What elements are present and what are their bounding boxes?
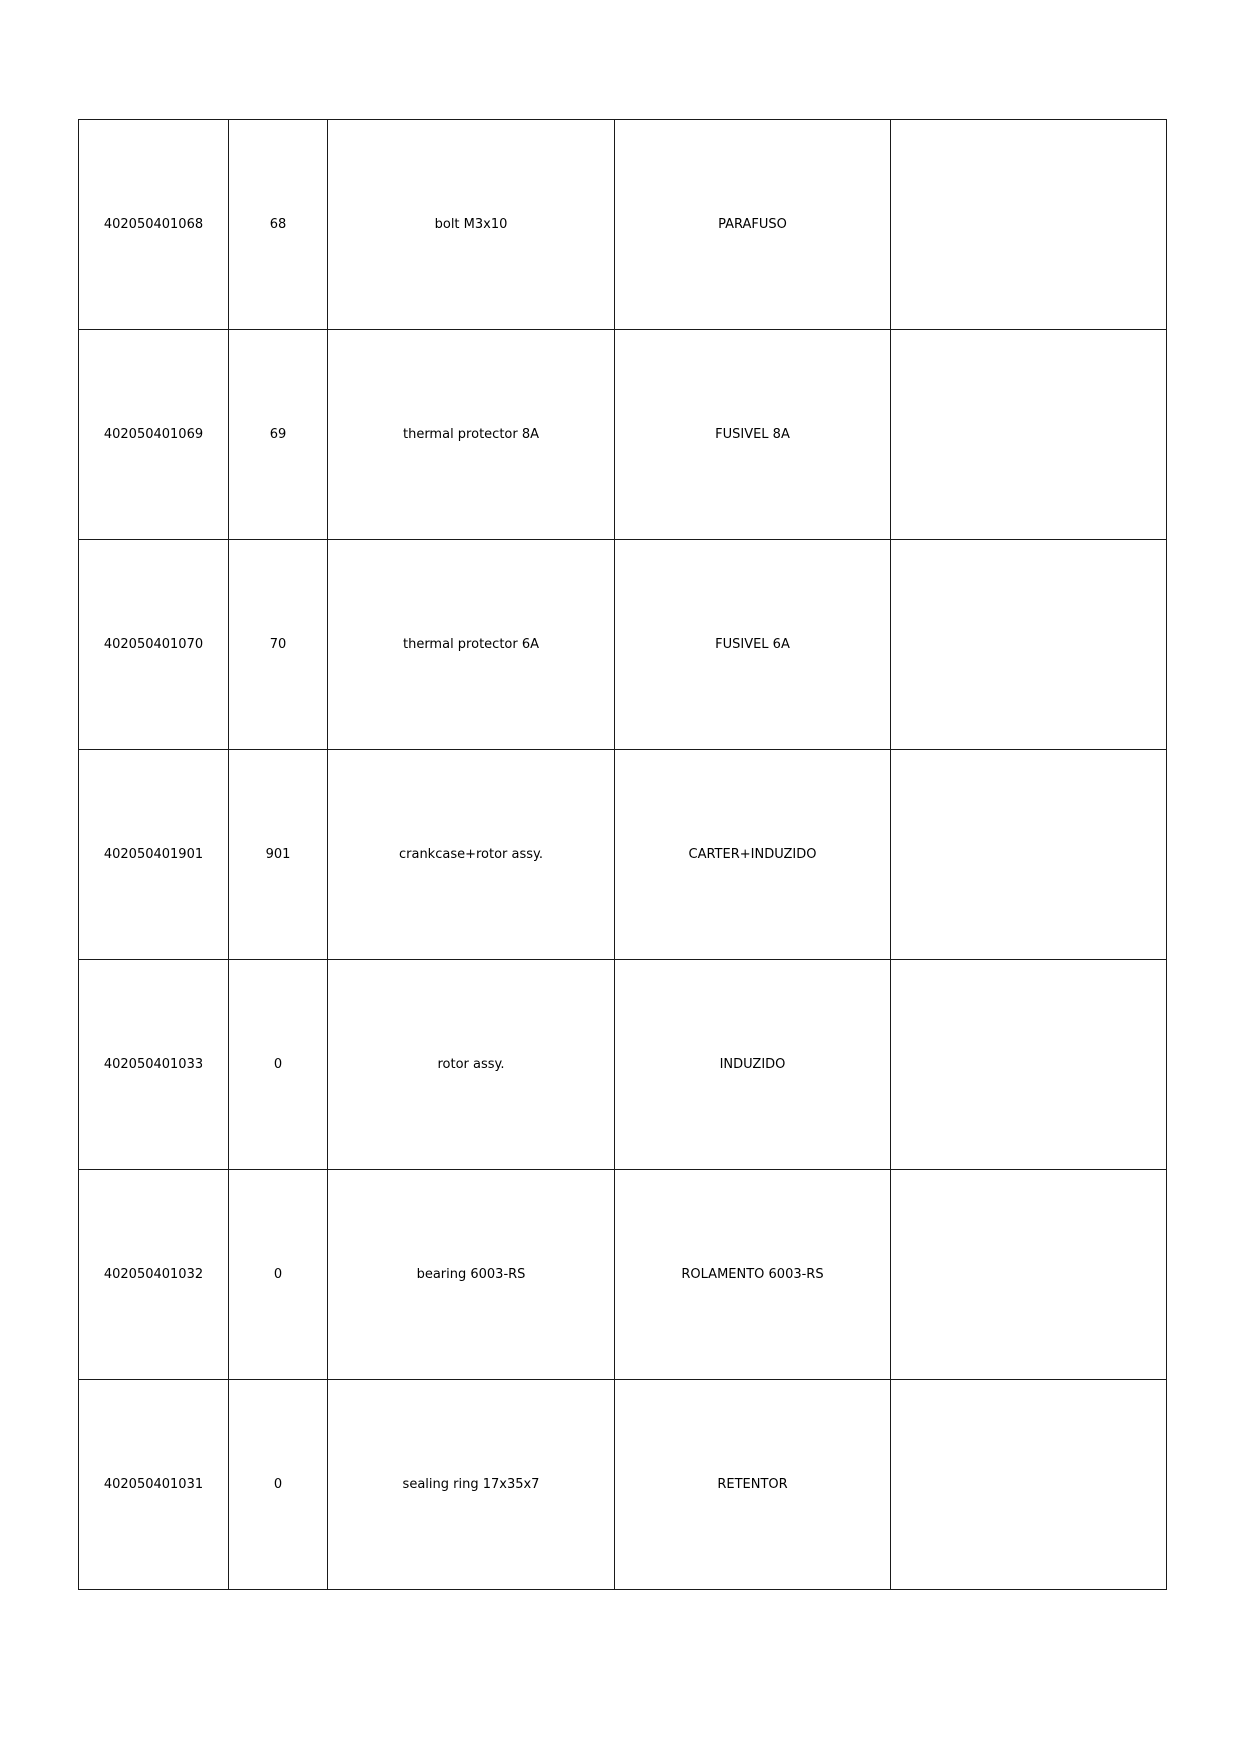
table-row <box>79 120 1167 330</box>
table-row <box>79 540 1167 750</box>
description-pt-cell: CARTER+INDUZIDO <box>615 750 891 960</box>
position-cell: 70 <box>229 540 328 750</box>
description-pt-cell: PARAFUSO <box>615 120 891 330</box>
description-pt-cell: FUSIVEL 6A <box>615 540 891 750</box>
table-row <box>79 1380 1167 1590</box>
position-cell: 0 <box>229 1170 328 1380</box>
description-pt-cell: INDUZIDO <box>615 960 891 1170</box>
description-en-cell: bolt M3x10 <box>328 120 615 330</box>
position-cell: 0 <box>229 1380 328 1590</box>
description-en-cell: crankcase+rotor assy. <box>328 750 615 960</box>
part-code-cell: 402050401031 <box>79 1380 229 1590</box>
position-cell: 0 <box>229 960 328 1170</box>
description-pt-cell: ROLAMENTO 6003-RS <box>615 1170 891 1380</box>
part-code-cell: 402050401068 <box>79 120 229 330</box>
part-code-cell: 402050401069 <box>79 330 229 540</box>
table-row <box>79 330 1167 540</box>
description-en-cell: thermal protector 8A <box>328 330 615 540</box>
notes-cell <box>891 1170 1167 1380</box>
parts-table <box>78 119 1167 1590</box>
description-en-cell: bearing 6003-RS <box>328 1170 615 1380</box>
table-row <box>79 960 1167 1170</box>
part-code-cell: 402050401033 <box>79 960 229 1170</box>
part-code-cell: 402050401901 <box>79 750 229 960</box>
notes-cell <box>891 960 1167 1170</box>
description-en-cell: rotor assy. <box>328 960 615 1170</box>
position-cell: 901 <box>229 750 328 960</box>
position-cell: 69 <box>229 330 328 540</box>
notes-cell <box>891 540 1167 750</box>
table-row <box>79 750 1167 960</box>
description-en-cell: thermal protector 6A <box>328 540 615 750</box>
notes-cell <box>891 120 1167 330</box>
part-code-cell: 402050401032 <box>79 1170 229 1380</box>
notes-cell <box>891 750 1167 960</box>
notes-cell <box>891 330 1167 540</box>
part-code-cell: 402050401070 <box>79 540 229 750</box>
position-cell: 68 <box>229 120 328 330</box>
description-pt-cell: RETENTOR <box>615 1380 891 1590</box>
description-en-cell: sealing ring 17x35x7 <box>328 1380 615 1590</box>
notes-cell <box>891 1380 1167 1590</box>
table-row <box>79 1170 1167 1380</box>
description-pt-cell: FUSIVEL 8A <box>615 330 891 540</box>
